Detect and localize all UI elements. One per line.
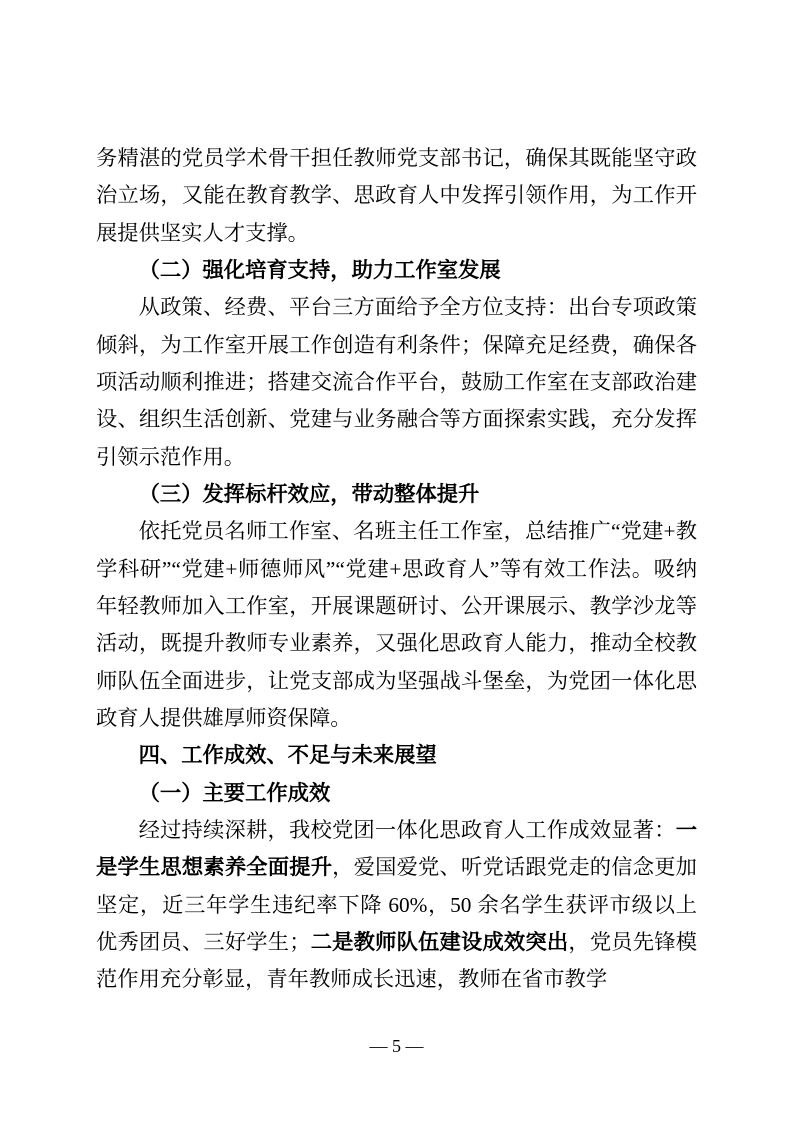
text-run: ，党员先锋模范作用充分彰显，青年教师成长迅速，教师在省市教学: [96, 929, 697, 992]
document-body: [96, 140, 697, 999]
section-heading: [96, 737, 697, 774]
paragraph: [96, 513, 697, 737]
paragraph: [96, 140, 697, 252]
section-heading: [96, 775, 697, 812]
page-number: — 5 —: [369, 1036, 424, 1056]
text-run: 从政策、经费、平台三方面给予全方位支持：出台专项政策倾斜，为工作室开展工作创造有利条件；保障充足经费，确保各项活动顺利推进；搭建交流合作平台，鼓励工作室在支部政治建设、组织生活创新、党建与业务融合等方面探索实践，充分发挥引领示范作用。: [96, 295, 697, 469]
text-run: （一）主要工作成效: [138, 780, 331, 805]
text-run: （三）发挥标杆效应，带动整体提升: [138, 481, 480, 506]
emphasis-text-run: 一是学生思想素养全面提升: [96, 817, 697, 880]
text-run: ，爱国爱党、听党话跟党走的信念更加坚定，近三年学生违纪率下降 60%，50 余名学生获评市级以上优秀团员、三好学生；: [96, 855, 697, 954]
emphasis-text-run: 二是教师队伍建设成效突出: [310, 929, 569, 954]
text-run: 经过持续深耕，我校党团一体化思政育人工作成效显著：: [138, 817, 676, 842]
paragraph: [96, 289, 697, 476]
text-run: 务精湛的党员学术骨干担任教师党支部书记，确保其既能坚守政治立场，又能在教育教学、思政育人中发挥引领作用，为工作开展提供坚实人才支撑。: [96, 146, 697, 245]
section-heading: [96, 476, 697, 513]
paragraph: [96, 812, 697, 999]
text-run: 四、工作成效、不足与未来展望: [138, 743, 437, 768]
text-run: 依托党员名师工作室、名班主任工作室，总结推广“党建+教学科研”“党建+师德师风”“党建+思政育人”等有效工作法。吸纳年轻教师加入工作室，开展课题研讨、公开课展示、教学沙龙等活动，既提升教师专业素养，又强化思政育人能力，推动全校教师队伍全面进步，让党支部成为坚强战斗堡垒，为党团一体化思政育人提供雄厚师资保障。: [96, 519, 697, 730]
text-run: （二）强化培育支持，助力工作室发展: [138, 257, 501, 282]
section-heading: [96, 252, 697, 289]
